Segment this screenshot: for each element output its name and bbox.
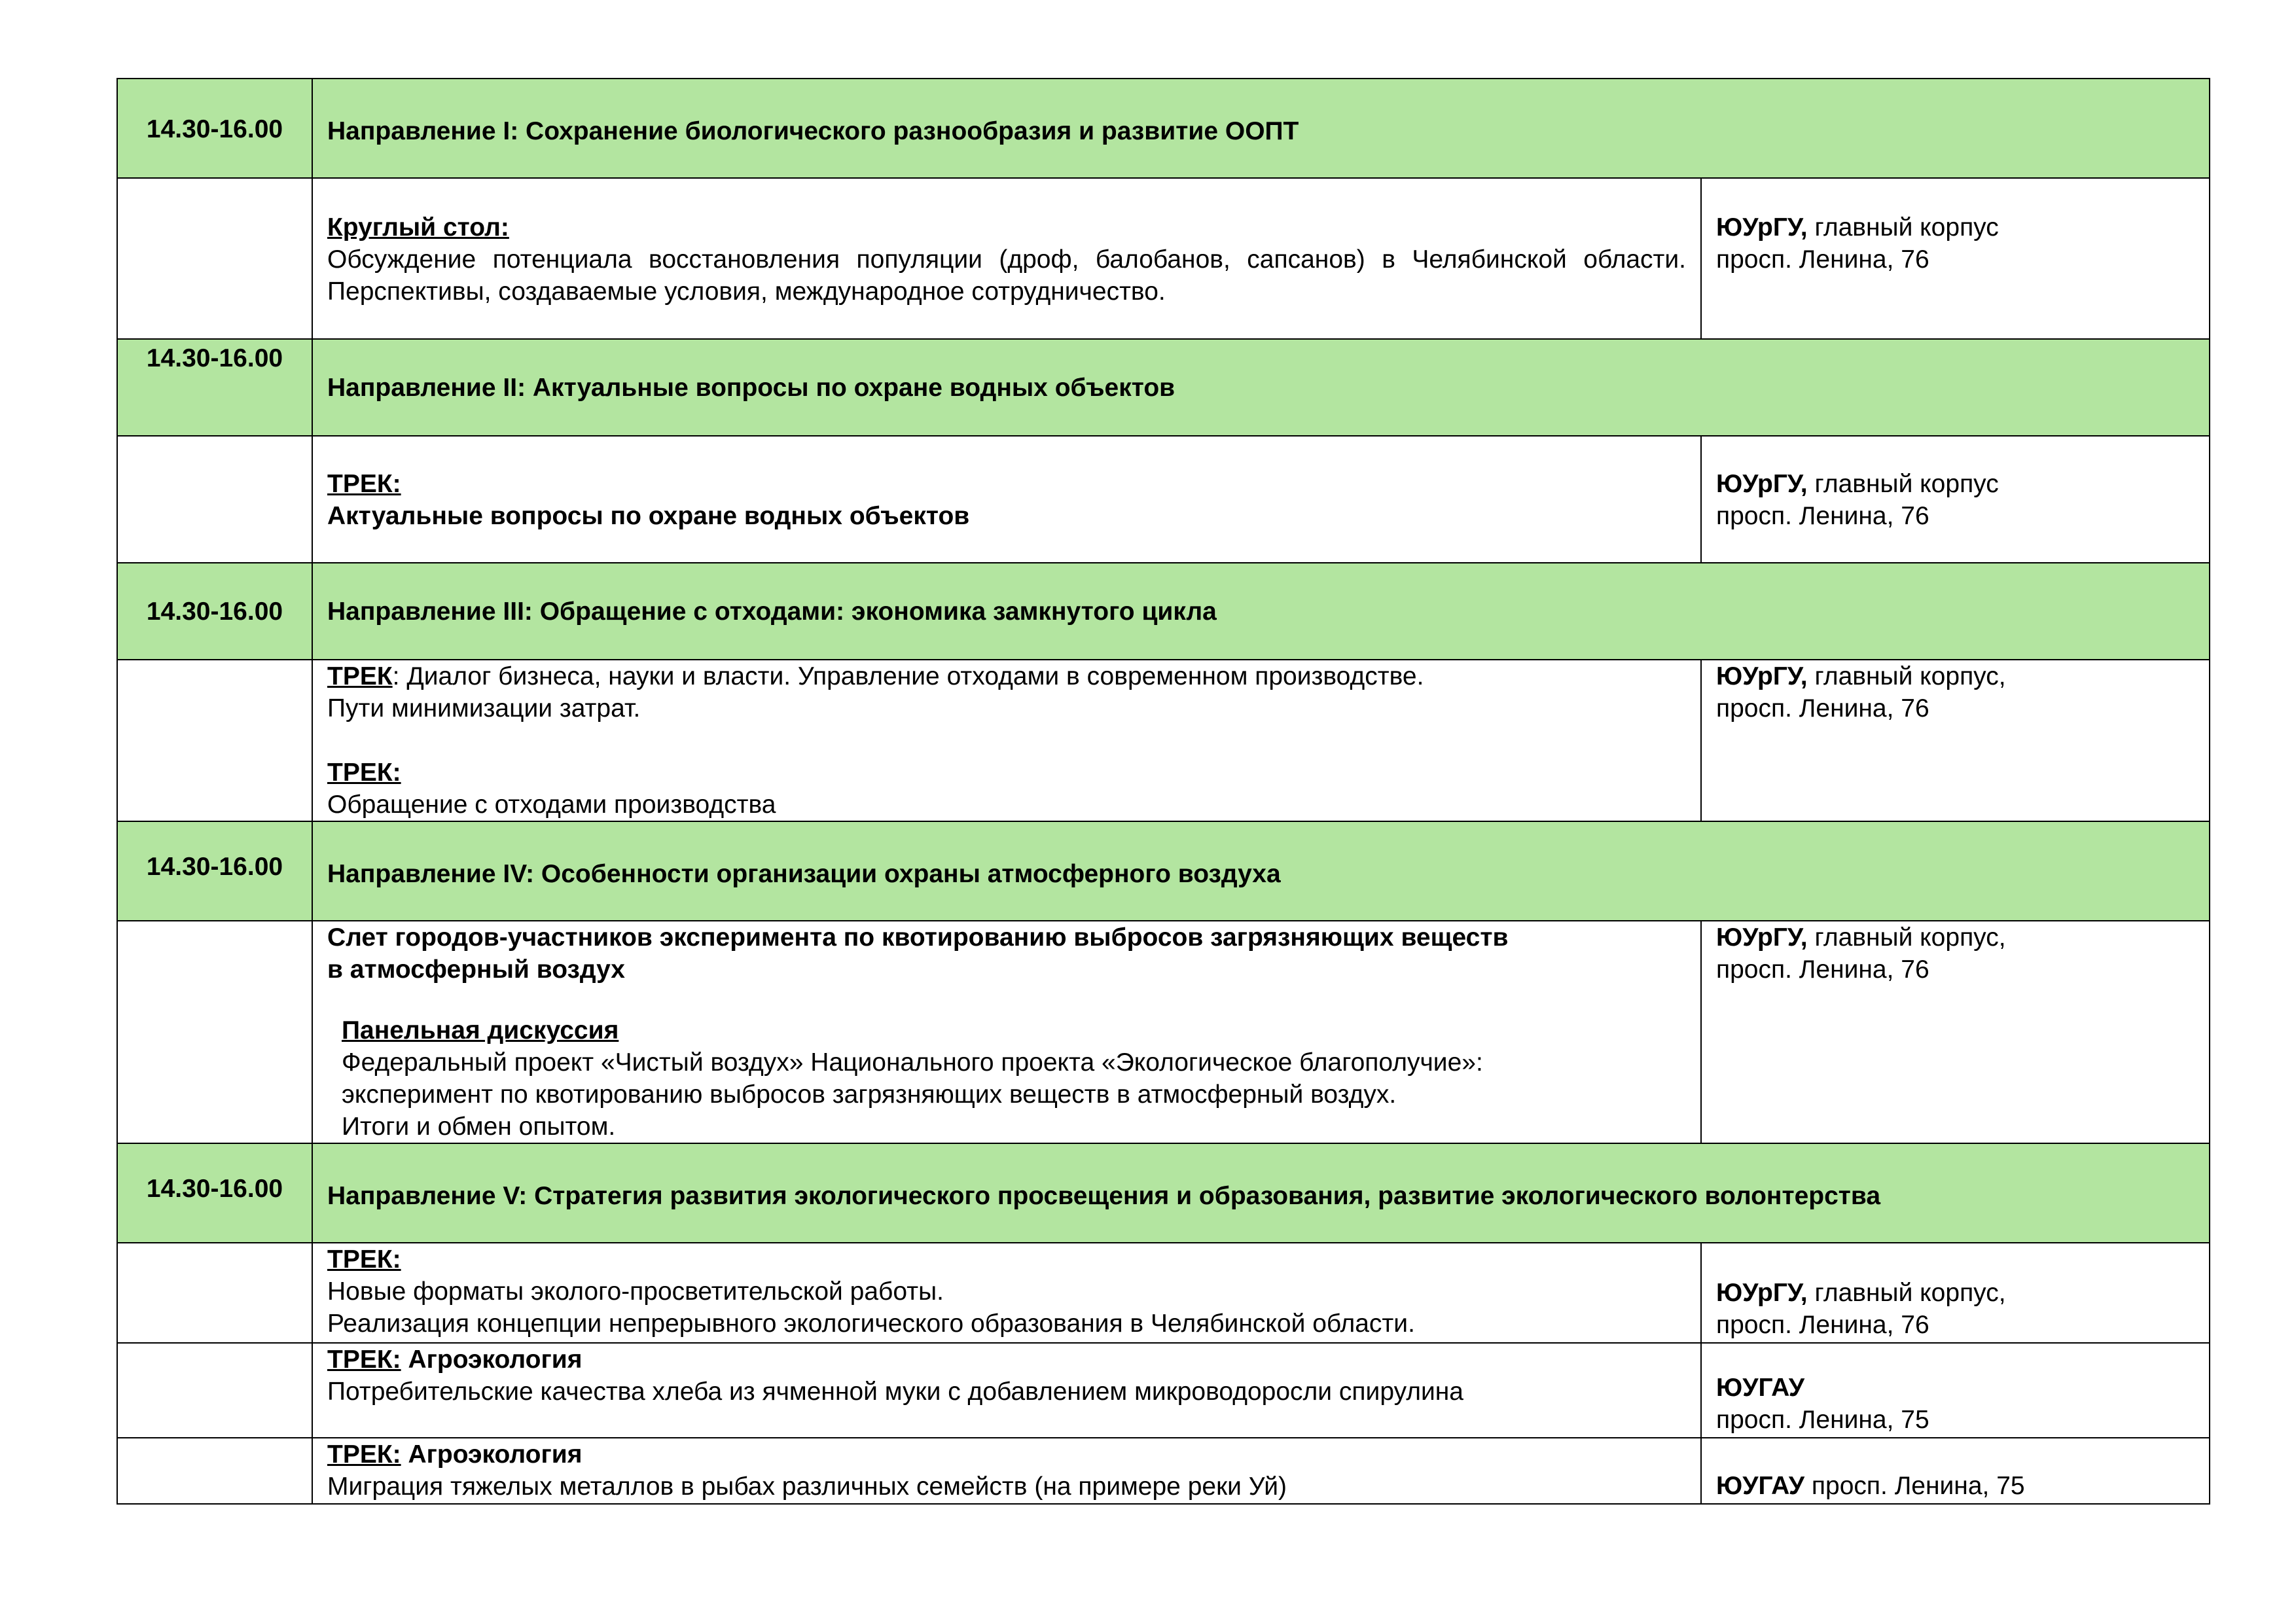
direction-title: Направление II: Актуальные вопросы по охране водных объектов [312,339,2210,436]
venue-address: просп. Ленина, 76 [1716,955,1929,984]
panel-line: Федеральный проект «Чистый воздух» Национального проекта «Экологическое благополучие»: [342,1048,1483,1077]
session-row [117,1243,2210,1343]
session-description: Миграция тяжелых металлов в рыбах различных семейств (на примере реки Уй) [327,1472,1287,1501]
session-row [117,178,2210,339]
direction-row [117,821,2210,921]
venue-name: ЮУрГУ, [1716,923,1808,952]
venue-address: просп. Ленина, 75 [1804,1472,2025,1500]
session-type: Круглый стол: [327,213,509,241]
session-description: : Диалог бизнеса, науки и власти. Управление отходами в современном производстве. [392,662,1424,690]
panel-line: эксперимент по квотированию выбросов загрязняющих веществ в атмосферный воздух. [342,1080,1397,1109]
session-cell [312,1343,1701,1438]
session-description-cont: Реализация концепции непрерывного экологического образования в Челябинской области. [327,1310,1415,1338]
venue-building: главный корпус, [1807,1279,2006,1307]
venue-address: просп. Ленина, 76 [1716,1311,1929,1339]
session-description: Актуальные вопросы по охране водных объектов [327,502,970,530]
empty-time-cell [117,178,312,339]
direction-title: Направление I: Сохранение биологического разнообразия и развитие ООПТ [312,79,2210,178]
venue-name: ЮУрГУ, [1716,662,1808,690]
time-cell: 14.30-16.00 [117,339,312,436]
empty-time-cell [117,1243,312,1343]
session-cell [312,178,1701,339]
session-cell [312,1438,1701,1504]
empty-time-cell [117,921,312,1143]
time-cell: 14.30-16.00 [117,563,312,660]
direction-row [117,1143,2210,1243]
time-cell: 14.30-16.00 [117,79,312,178]
session-row [117,436,2210,563]
venue-building: главный корпус [1807,213,1999,241]
session-description-cont: Пути минимизации затрат. [327,694,641,722]
session-topic: Агроэкология [401,1346,583,1374]
empty-time-cell [117,1438,312,1504]
direction-title: Направление IV: Особенности организации охраны атмосферного воздуха [312,821,2210,921]
session-description: Новые форматы эколого-просветительской работы. [327,1277,944,1306]
session-type: ТРЕК [327,662,393,690]
empty-time-cell [117,1343,312,1438]
direction-title: Направление III: Обращение с отходами: экономика замкнутого цикла [312,563,2210,660]
venue-name: ЮУрГУ, [1716,213,1808,241]
session-cell [312,1243,1701,1343]
venue-address: просп. Ленина, 75 [1716,1406,1929,1434]
panel-discussion-label: Панельная дискуссия [342,1016,619,1044]
venue-cell [1701,1343,2210,1438]
time-cell: 14.30-16.00 [117,821,312,921]
program-table [117,78,2210,1505]
venue-building: главный корпус [1807,470,1999,498]
venue-address: просп. Ленина, 76 [1716,245,1929,274]
venue-name: ЮУГАУ [1716,1472,1805,1500]
session-cell [312,436,1701,563]
direction-row [117,563,2210,660]
venue-building: главный корпус, [1807,662,2006,690]
session-description: Обращение с отходами производства [327,791,776,819]
empty-time-cell [117,436,312,563]
empty-time-cell [117,660,312,821]
venue-cell [1701,660,2210,821]
session-type: ТРЕК: [327,1346,401,1374]
session-row [117,921,2210,1143]
session-type: ТРЕК: [327,758,401,787]
session-row [117,660,2210,821]
session-description: Потребительские качества хлеба из ячменной муки с добавлением микроводоросли спирулина [327,1378,1463,1406]
venue-cell [1701,436,2210,563]
session-cell [312,660,1701,821]
direction-row [117,79,2210,178]
session-description: Обсуждение потенциала восстановления популяции (дроф, балобанов, сапсанов) в Челябинской области. Перспективы, создаваемые условия, международное сотрудничество. [327,245,1686,306]
session-type: ТРЕК: [327,1245,401,1274]
session-type: ТРЕК: [327,1440,401,1469]
direction-title: Направление V: Стратегия развития экологического просвещения и образования, развитие экологического волонтерства [312,1143,2210,1243]
session-cell [312,921,1701,1143]
venue-name: ЮУрГУ, [1716,470,1808,498]
direction-row [117,339,2210,436]
session-row [117,1343,2210,1438]
venue-address: просп. Ленина, 76 [1716,694,1929,722]
session-row [117,1438,2210,1504]
session-headline: Слет городов-участников эксперимента по квотированию выбросов загрязняющих веществ [327,923,1509,952]
venue-cell [1701,178,2210,339]
session-headline-cont: в атмосферный воздух [327,955,625,984]
venue-address: просп. Ленина, 76 [1716,502,1929,530]
venue-cell [1701,1243,2210,1343]
venue-name: ЮУрГУ, [1716,1279,1808,1307]
session-topic: Агроэкология [401,1440,583,1469]
time-cell: 14.30-16.00 [117,1143,312,1243]
venue-name: ЮУГАУ [1716,1374,1805,1402]
panel-line: Итоги и обмен опытом. [342,1113,616,1141]
session-type: ТРЕК: [327,470,401,498]
venue-building: главный корпус, [1807,923,2006,952]
venue-cell [1701,1438,2210,1504]
venue-cell [1701,921,2210,1143]
